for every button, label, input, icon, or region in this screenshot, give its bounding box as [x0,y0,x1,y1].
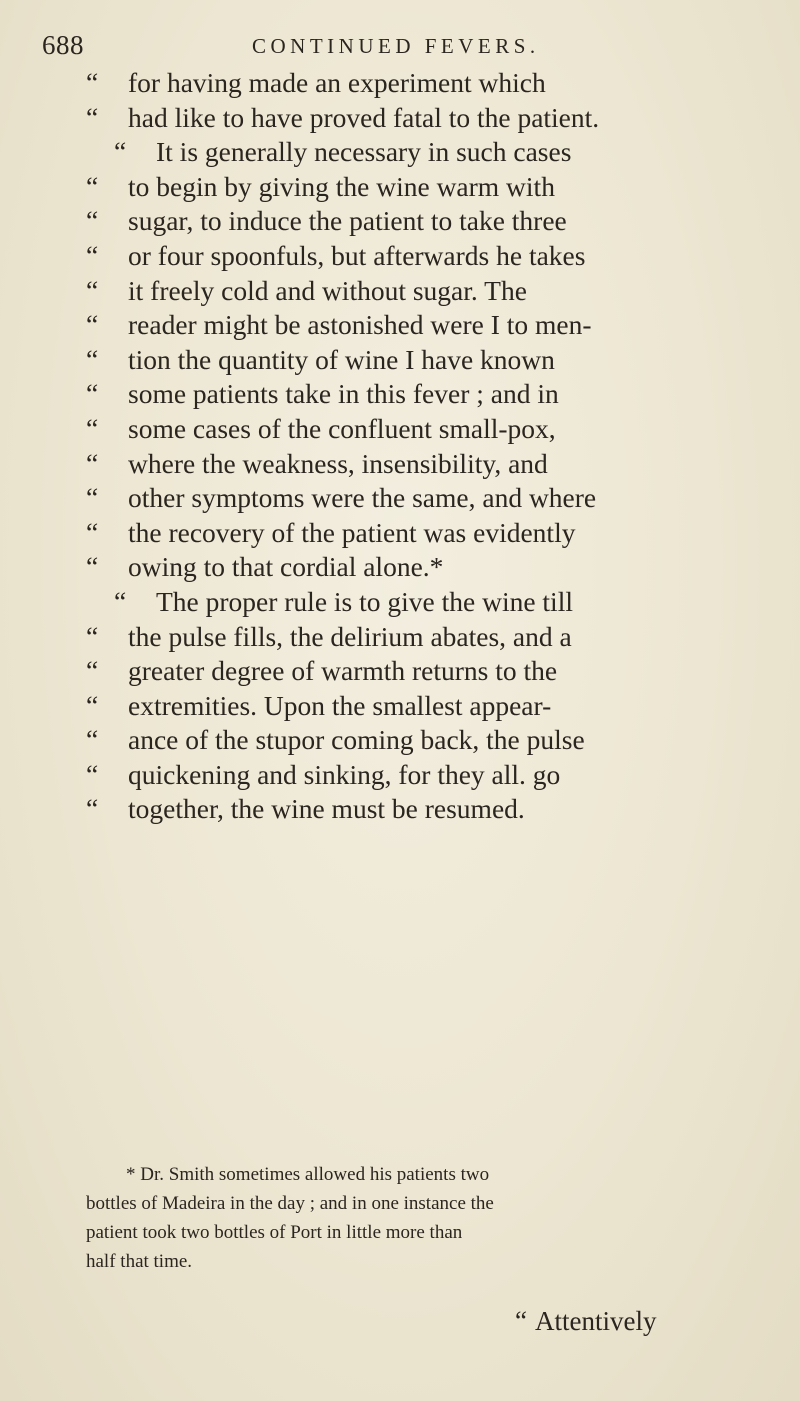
line-text: had like to have proved fatal to the patient. [128,101,600,133]
text-line [86,308,766,343]
text-line [86,239,766,274]
text-line [86,274,766,309]
line-text: quickening and sinking, for they all. go [128,758,561,790]
text-line [86,481,766,516]
quote-mark: “ [86,516,99,548]
line-text: ance of the stupor coming back, the pulse [128,724,585,756]
line-text: together, the wine must be resumed. [128,793,525,825]
quote-mark: “ [86,412,99,444]
body-text [86,66,766,827]
page-number: 688 [42,30,84,60]
line-text: some cases of the confluent small-pox, [128,412,556,444]
line-text: other symptoms were the same, and where [128,482,597,514]
line-text: for having made an experiment which [128,67,546,98]
quote-mark: “ [86,620,99,652]
footnote [86,1160,746,1276]
line-text: reader might be astonished were I to men- [128,309,592,341]
line-text: It is generally necessary in such cases [156,136,572,168]
line-text: greater degree of warmth returns to the [128,655,558,687]
quote-mark: “ [86,551,99,583]
quote-mark: “ [86,274,99,306]
quote-mark: “ [86,482,99,514]
catchword [515,1306,656,1337]
quote-mark: “ [114,136,127,168]
running-title: CONTINUED FEVERS. [252,34,540,58]
quote-mark: “ [515,1306,527,1336]
line-text: where the weakness, insensibility, and [128,447,548,479]
quote-mark: “ [86,309,99,341]
quote-mark: “ [86,170,99,202]
line-text: to begin by giving the wine warm with [128,170,555,202]
text-line [86,516,766,551]
text-line [86,654,766,689]
footnote-line: half that time. [86,1251,193,1272]
text-line [86,447,766,482]
text-line [86,620,766,655]
text-line [86,723,766,758]
quote-mark: “ [86,793,99,825]
quote-mark: “ [86,689,99,721]
text-line [86,585,766,620]
text-line [86,135,766,170]
text-line [86,689,766,724]
quote-mark: “ [86,205,99,237]
text-line [86,170,766,205]
line-text: or four spoonfuls, but afterwards he takes [128,239,586,271]
quote-mark: “ [86,101,99,133]
footnote-line: * Dr. Smith sometimes allowed his patients two [126,1164,490,1185]
line-text: it freely cold and without sugar. The [128,274,527,306]
text-line [86,377,766,412]
text-line [86,343,766,378]
quote-mark: “ [86,239,99,271]
quote-mark: “ [86,655,99,687]
line-text: tion the quantity of wine I have known [128,343,555,375]
quote-mark: “ [86,724,99,756]
quote-mark: “ [86,67,99,98]
quote-mark: “ [86,447,99,479]
line-text: extremities. Upon the smallest appear- [128,689,552,721]
text-line [86,792,766,827]
quote-mark: “ [86,758,99,790]
running-head [42,30,762,70]
footnote-line: patient took two bottles of Port in little more than [86,1222,463,1243]
line-text: the pulse fills, the delirium abates, and a [128,620,572,652]
quote-mark: “ [114,585,127,617]
line-text: owing to that cordial alone.* [128,551,444,583]
text-line [86,550,766,585]
text-line [86,66,766,101]
text-line [86,101,766,136]
line-text: the recovery of the patient was evidently [128,516,576,548]
line-text: some patients take in this fever ; and in [128,378,559,410]
text-line [86,204,766,239]
quote-mark: “ [86,343,99,375]
text-line [86,758,766,793]
catchword-text: Attentively [534,1306,657,1336]
quote-mark: “ [86,378,99,410]
line-text: The proper rule is to give the wine till [156,585,573,617]
footnote-line: bottles of Madeira in the day ; and in one instance the [86,1193,494,1214]
text-line [86,412,766,447]
line-text: sugar, to induce the patient to take three [128,205,567,237]
